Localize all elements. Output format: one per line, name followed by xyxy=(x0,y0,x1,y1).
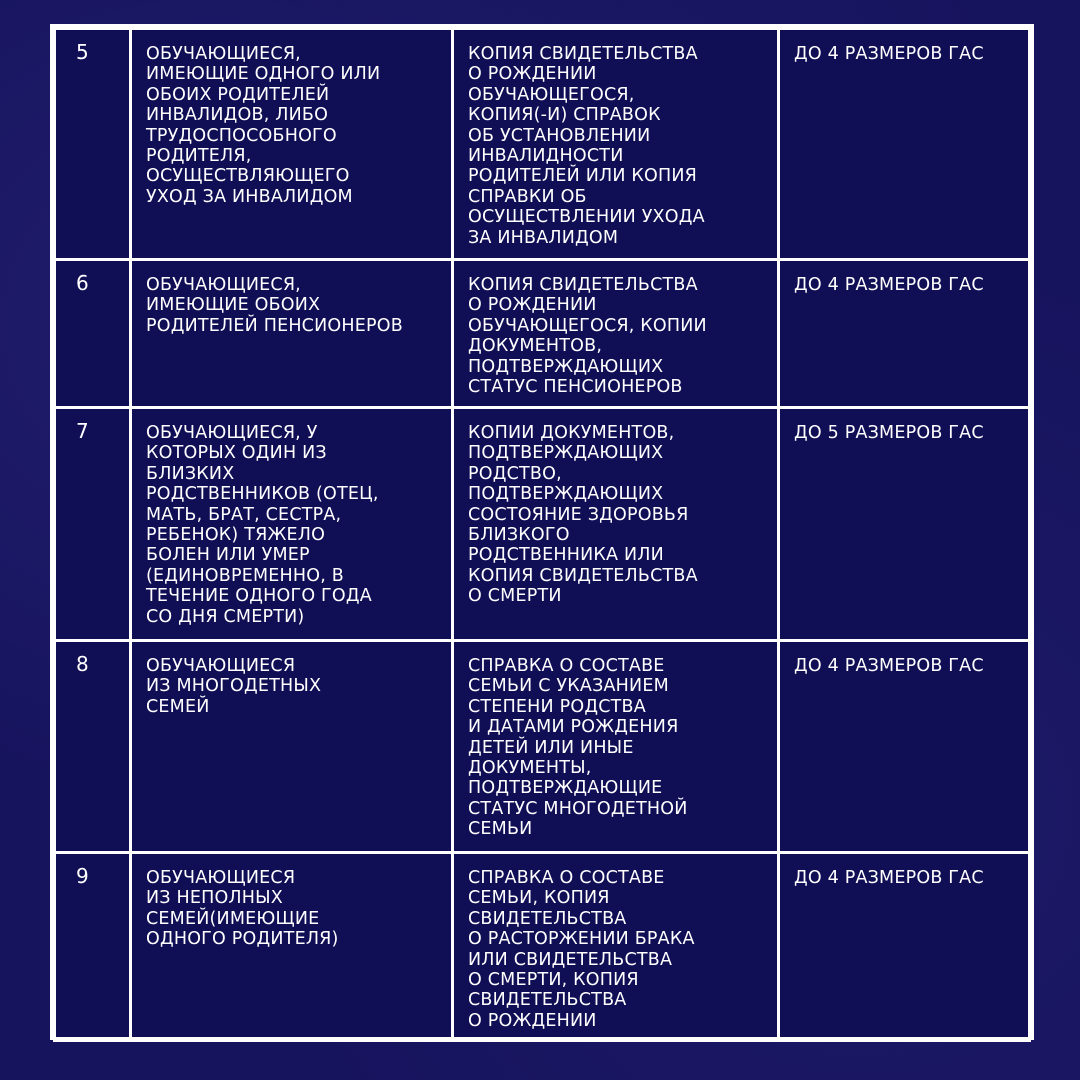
benefits-table xyxy=(50,24,1034,1040)
category-cell: ОБУЧАЮЩИЕСЯ, ИМЕЮЩИЕ ОДНОГО ИЛИ ОБОИХ РОДИТЕЛЕЙ ИНВАЛИДОВ, ЛИБО ТРУДОСПОСОБНОГО РОДИТЕЛЯ, ОСУЩЕСТВЛЯЮЩЕГО УХОД ЗА ИНВАЛИДОМ xyxy=(131,29,453,260)
row-number: 6 xyxy=(55,260,131,408)
documents-cell: СПРАВКА О СОСТАВЕ СЕМЬИ, КОПИЯ СВИДЕТЕЛЬСТВА О РАСТОРЖЕНИИ БРАКА ИЛИ СВИДЕТЕЛЬСТВА О СМЕРТИ, КОПИЯ СВИДЕТЕЛЬСТВА О РОЖДЕНИИ xyxy=(453,853,779,1041)
amount-cell: ДО 4 РАЗМЕРОВ ГАС xyxy=(779,29,1030,260)
documents-cell: КОПИЯ СВИДЕТЕЛЬСТВА О РОЖДЕНИИ ОБУЧАЮЩЕГОСЯ, КОПИЯ(-И) СПРАВОК ОБ УСТАНОВЛЕНИИ ИНВАЛИДНОСТИ РОДИТЕЛЕЙ ИЛИ КОПИЯ СПРАВКИ ОБ ОСУЩЕСТВЛЕНИИ УХОДА ЗА ИНВАЛИДОМ xyxy=(453,29,779,260)
row-number: 8 xyxy=(55,641,131,853)
benefits-table-grid xyxy=(53,27,1031,1042)
table-row xyxy=(55,641,1030,853)
documents-cell: КОПИЯ СВИДЕТЕЛЬСТВА О РОЖДЕНИИ ОБУЧАЮЩЕГОСЯ, КОПИИ ДОКУМЕНТОВ, ПОДТВЕРЖДАЮЩИХ СТАТУС ПЕНСИОНЕРОВ xyxy=(453,260,779,408)
documents-cell: СПРАВКА О СОСТАВЕ СЕМЬИ С УКАЗАНИЕМ СТЕПЕНИ РОДСТВА И ДАТАМИ РОЖДЕНИЯ ДЕТЕЙ ИЛИ ИНЫЕ ДОКУМЕНТЫ, ПОДТВЕРЖДАЮЩИЕ СТАТУС МНОГОДЕТНОЙ СЕМЬИ xyxy=(453,641,779,853)
row-number: 9 xyxy=(55,853,131,1041)
amount-cell: ДО 5 РАЗМЕРОВ ГАС xyxy=(779,408,1030,641)
amount-cell: ДО 4 РАЗМЕРОВ ГАС xyxy=(779,260,1030,408)
category-cell: ОБУЧАЮЩИЕСЯ ИЗ МНОГОДЕТНЫХ СЕМЕЙ xyxy=(131,641,453,853)
category-cell: ОБУЧАЮЩИЕСЯ, У КОТОРЫХ ОДИН ИЗ БЛИЗКИХ РОДСТВЕННИКОВ (ОТЕЦ, МАТЬ, БРАТ, СЕСТРА, РЕБЕНОК) ТЯЖЕЛО БОЛЕН ИЛИ УМЕР (ЕДИНОВРЕМЕННО, В ТЕЧЕНИЕ ОДНОГО ГОДА СО ДНЯ СМЕРТИ) xyxy=(131,408,453,641)
table-row xyxy=(55,853,1030,1041)
table-row xyxy=(55,260,1030,408)
category-cell: ОБУЧАЮЩИЕСЯ, ИМЕЮЩИЕ ОБОИХ РОДИТЕЛЕЙ ПЕНСИОНЕРОВ xyxy=(131,260,453,408)
documents-cell: КОПИИ ДОКУМЕНТОВ, ПОДТВЕРЖДАЮЩИХ РОДСТВО, ПОДТВЕРЖДАЮЩИХ СОСТОЯНИЕ ЗДОРОВЬЯ БЛИЗКОГО РОДСТВЕННИКА ИЛИ КОПИЯ СВИДЕТЕЛЬСТВА О СМЕРТИ xyxy=(453,408,779,641)
row-number: 7 xyxy=(55,408,131,641)
amount-cell: ДО 4 РАЗМЕРОВ ГАС xyxy=(779,853,1030,1041)
table-row xyxy=(55,408,1030,641)
amount-cell: ДО 4 РАЗМЕРОВ ГАС xyxy=(779,641,1030,853)
table-row xyxy=(55,29,1030,260)
row-number: 5 xyxy=(55,29,131,260)
category-cell: ОБУЧАЮЩИЕСЯ ИЗ НЕПОЛНЫХ СЕМЕЙ(ИМЕЮЩИЕ ОДНОГО РОДИТЕЛЯ) xyxy=(131,853,453,1041)
